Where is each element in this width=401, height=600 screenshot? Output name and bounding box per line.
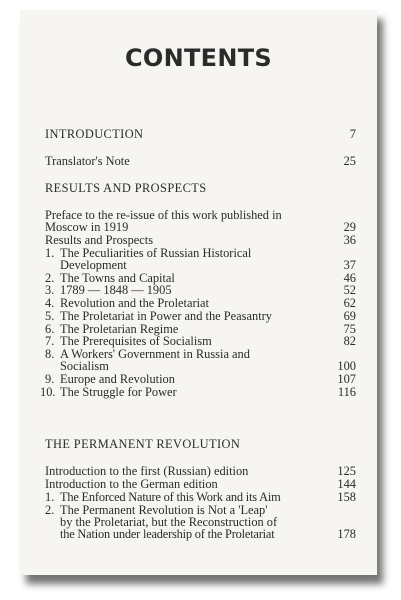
toc-entry-page: 25 [343, 154, 356, 168]
toc-entry-label: The Prerequisites of Socialism [60, 334, 212, 348]
toc-entry-label: Europe and Revolution [60, 372, 175, 386]
toc-entry-number: 10. [40, 385, 56, 399]
book-page [20, 10, 377, 575]
toc-entry-label-continued: the Nation under leadership of the Proletariat [60, 527, 275, 541]
toc-entry-label: Introduction to the German edition [45, 477, 218, 491]
toc-entry-label: The Towns and Capital [60, 271, 175, 285]
toc-entry-page: 158 [337, 490, 356, 504]
toc-entry-label-continued: Development [60, 258, 127, 272]
toc-entry-label: The Proletarian Regime [60, 322, 179, 336]
toc-entry-number: 8. [45, 347, 55, 361]
toc-entry-label: Introduction to the first (Russian) edition [45, 464, 249, 478]
toc-entry-label: INTRODUCTION [45, 127, 144, 141]
toc-entry-page: 46 [343, 271, 356, 285]
toc-entry-number: 1. [45, 490, 55, 504]
toc-entry-number: 1. [45, 246, 55, 260]
toc-entry-page: 178 [337, 527, 356, 541]
toc-entry-label: The Permanent Revolution is Not a 'Leap' [60, 503, 268, 517]
page-title: CONTENTS [124, 44, 272, 72]
toc-entry-page: 82 [343, 334, 356, 348]
section-heading-results-and-prospects: RESULTS AND PROSPECTS [45, 181, 207, 195]
toc-entry-page: 144 [337, 477, 356, 491]
toc-entry-page: 75 [343, 322, 356, 336]
toc-entry-label: Revolution and the Proletariat [60, 296, 209, 310]
toc-entry-number: 6. [45, 322, 55, 336]
toc-entry-label: Preface to the re-issue of this work published in [45, 208, 282, 222]
toc-entry-number: 9. [45, 372, 55, 386]
toc-entry-label-continued: by the Proletariat, but the Reconstruction of [60, 515, 278, 529]
toc-entry-page: 116 [337, 385, 356, 399]
toc-entry-label: A Workers' Government in Russia and [60, 347, 250, 361]
toc-entry-number: 2. [45, 503, 55, 517]
toc-entry-label-continued: Socialism [60, 359, 109, 373]
toc-entry-label: 1789 — 1848 — 1905 [60, 283, 172, 297]
toc-entry-number: 5. [45, 309, 55, 323]
toc-entry-page: 125 [337, 464, 356, 478]
toc-entry-number: 4. [45, 296, 55, 310]
toc-entry-label: The Peculiarities of Russian Historical [60, 246, 252, 260]
toc-entry-page: 100 [337, 359, 356, 373]
toc-entry-page: 37 [343, 258, 356, 272]
toc-entry-label-continued: Moscow in 1919 [45, 220, 129, 234]
toc-entry-page: 69 [343, 309, 356, 323]
toc-entry-label: Translator's Note [45, 154, 130, 168]
toc-entry-page: 62 [343, 296, 356, 310]
toc-entry-label: The Proletariat in Power and the Peasantry [60, 309, 272, 323]
toc-entry-label: Results and Prospects [45, 233, 154, 247]
toc-entry-number: 3. [45, 283, 55, 297]
toc-entry-page: 52 [343, 283, 356, 297]
section-heading-permanent-revolution: THE PERMANENT REVOLUTION [45, 437, 241, 451]
toc-entry-number: 2. [45, 271, 55, 285]
toc-entry-page: 36 [343, 233, 356, 247]
toc-entry-label: The Struggle for Power [60, 385, 177, 399]
toc-entry-page: 29 [343, 220, 356, 234]
toc-entry-label: The Enforced Nature of this Work and its Aim [60, 490, 281, 504]
toc-entry-page: 7 [349, 127, 356, 141]
toc-entry-number: 7. [45, 334, 55, 348]
toc-entry-page: 107 [337, 372, 356, 386]
